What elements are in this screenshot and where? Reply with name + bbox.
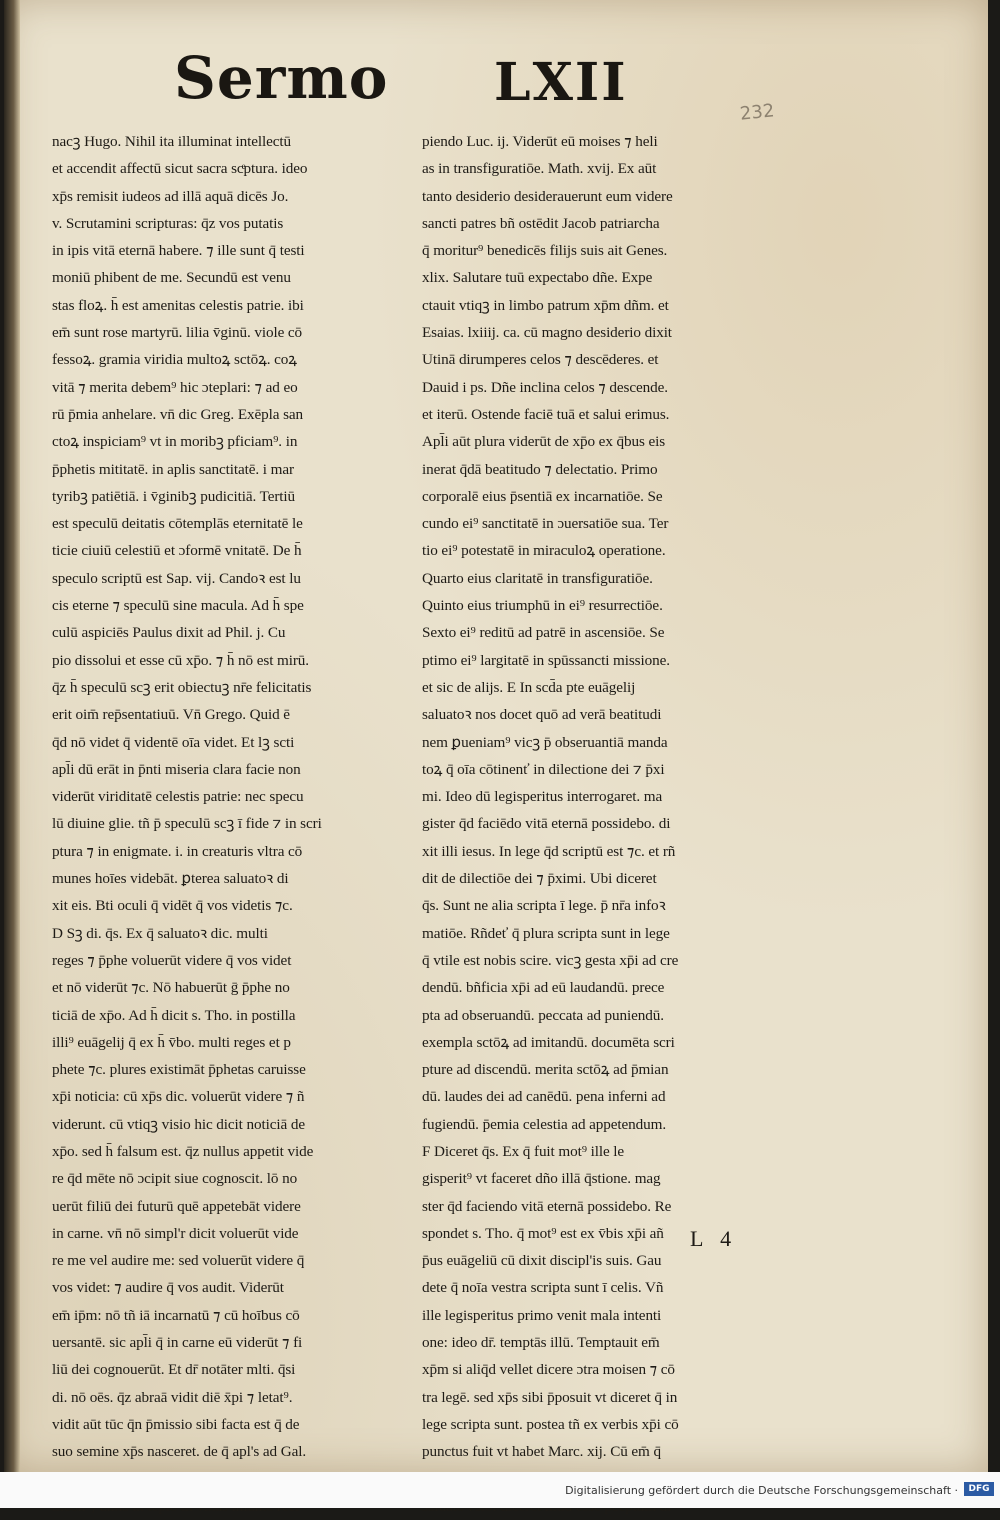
running-header [4, 44, 988, 114]
text-line: sancti patres bñ ostēdit Jacob patriarcha [422, 214, 660, 232]
text-line: dendū. bñficia xp̄i ad eū laudandū. prece [422, 979, 665, 997]
text-line: et iterū. Ostende faciē tuā et salui erimus. [422, 405, 670, 423]
text-line: dū. laudes dei ad canēdū. pena inferni ad [422, 1088, 666, 1106]
text-line: pio dissolui et esse cū xp̄o. ⁊ h̄ nō est mirū. [52, 651, 309, 669]
text-line: q̄ moritur⁹ benedicēs filijs suis ait Genes. [422, 242, 668, 260]
footer-bar [0, 1472, 1000, 1508]
text-line: suo semine xp̄s nasceret. de q̄ apl's ad Gal. [52, 1443, 307, 1461]
text-line: nacꝫ Hugo. Nihil ita illuminat intellectū [52, 133, 292, 150]
text-line: munes hoīes videbāt. ꝑterea saluatoꝛ di [52, 870, 289, 888]
text-line: erit oim̄ rep̄sentatiuū. Vn̄ Grego. Quid ē [52, 706, 290, 724]
text-line: xit eis. Bti oculi q̄ vidēt q̄ vos videtis ⁊c. [52, 897, 293, 915]
text-line: lū diuine glie. tñ p̄ speculū scꝫ ī fide ⁊ in scri [52, 815, 322, 833]
text-line: cundo ei⁹ sanctitatē in ɔuersatiōe sua. Ter [422, 515, 669, 533]
text-line: gisperit⁹ vt faceret dño illā q̄stione. mag [422, 1170, 661, 1188]
text-line: viderunt. cū vtiqꝫ visio hic dicit noticiā de [52, 1115, 305, 1133]
text-line: pture ad discendū. merita sctōꝝ ad p̄mian [422, 1061, 669, 1079]
text-column-right [422, 128, 762, 1520]
text-line: em̄ ip̄m: nō tñ iā incarnatū ⁊ cū hoībus cō [52, 1306, 300, 1324]
text-line: tyribꝫ patiētiā. i v̄ginibꝫ pudicitiā. Tertiū [52, 487, 296, 505]
text-line: F Diceret q̄s. Ex q̄ fuit mot⁹ ille le [422, 1142, 625, 1160]
text-line: et accendit affectū sicut sacra scͤptura. ideo [52, 160, 308, 178]
text-line: ptimo ei⁹ largitatē in spūssancti missione. [422, 651, 670, 669]
text-line: as in transfiguratiōe. Math. xvij. Ex aūt [422, 160, 657, 178]
text-line: ticiā de xp̄o. Ad h̄ dicit s. Tho. in postilla [52, 1006, 296, 1024]
binding-edge [4, 0, 20, 1472]
text-line: est speculū deitatis cōtemplās eternitatē le [52, 515, 303, 533]
text-line: tanto desiderio desiderauerunt eum videre [422, 187, 673, 205]
text-line: D Sꝫ di. q̄s. Ex q̄ saluatoꝛ dic. multi [52, 924, 268, 942]
text-line: piendo Luc. ij. Viderūt eū moises ⁊ heli [422, 133, 658, 150]
book-page [4, 0, 988, 1472]
text-line: et nō viderūt ⁊c. Nō habuerūt ḡ p̄phe no [52, 979, 290, 997]
text-line: rū p̄mia anhelare. vn̄ dic Greg. Exēpla san [52, 405, 304, 423]
text-line: in carne. vn̄ nō simpl'r dicit voluerūt vide [52, 1224, 299, 1242]
text-line: xit illi iesus. In lege q̄d scriptū est ⁊c. et rñ [422, 842, 676, 860]
text-line: illi⁹ euāgelij q̄ ex h̄ v̄bo. multi reges et p [52, 1033, 291, 1051]
signature-mark: L 4 [690, 1226, 738, 1251]
text-line: spondet s. Tho. q̄ mot⁹ est ex v̄bis xp̄i añ [422, 1224, 664, 1242]
text-line: q̄s. Sunt ne alia scripta ī lege. p̄ nr̄a infoꝛ [422, 897, 666, 915]
text-line: uersantē. sic apl̄i q̄ in carne eū viderūt ⁊ fi [52, 1334, 303, 1352]
text-line: ille legisperitus primo venit mala intenti [422, 1306, 662, 1324]
text-line: ctoꝝ inspiciam⁹ vt in moribꝫ pficiam⁹. in [52, 433, 298, 451]
text-line: et sic de alijs. E In scd̄a pte euāgelij [422, 678, 636, 696]
text-line: viderūt viriditatē celestis patrie: nec specu [52, 788, 304, 806]
text-line: v. Scrutamini scripturas: q̄z vos putatis [52, 214, 284, 232]
text-line: em̄ sunt rose martyrū. lilia v̄ginū. viole cō [52, 324, 303, 342]
folio-number: LXII [494, 52, 628, 113]
text-line: gister q̄d faciēdo vitā eternā possidebo. di [422, 815, 671, 833]
text-line: tra legē. sed xp̄s sibi p̄posuit vt diceret q̄ in [422, 1388, 678, 1406]
dfg-logo: DFG [964, 1482, 994, 1496]
header-title: Sermo [174, 44, 389, 112]
text-line: q̄ vtile est nobis scire. vicꝫ gesta xp̄i ad cre [422, 951, 679, 969]
text-line: tio ei⁹ potestatē in miraculoꝝ operatione. [422, 542, 666, 560]
text-line: punctus fuit vt habet Marc. xij. Cū em̄ q̄ [422, 1443, 661, 1461]
text-line: dete q̄ noīa vestra scripta sunt ī celis. Vñ [422, 1279, 664, 1297]
text-line: p̄phetis mititatē. in aplis sanctitatē. i mar [52, 460, 294, 478]
text-line: xp̄s remisit iudeos ad illā aquā dicēs Jo. [52, 187, 289, 205]
text-line: xp̄o. sed h̄ falsum est. q̄z nullus appetit vide [52, 1142, 314, 1160]
text-line: nem ꝑueniam⁹ vicꝫ p̄ obseruantiā manda [422, 733, 668, 751]
text-line: Quarto eius claritatē in transfiguratiōe. [422, 569, 653, 587]
text-line: in ipis vitā eternā habere. ⁊ ille sunt q̄ testi [52, 242, 305, 260]
text-line: exempla sctōꝝ ad imitandū. documēta scri [422, 1033, 675, 1051]
text-line: toꝝ q̄ oīa cōtinenť in dilectione dei ⁊ p̄xi [422, 760, 665, 778]
text-line: Esaias. lxiiij. ca. cū magno desiderio dixit [422, 324, 672, 342]
text-line: one: ideo dr̄. temptās illū. Temptauit em̄ [422, 1334, 660, 1352]
text-line: vidit aūt tūc q̄n p̄missio sibi facta est q̄ de [52, 1415, 300, 1433]
text-line: di. nō oēs. q̄z abraā vidit diē x̄pi ⁊ letat⁹. [52, 1388, 293, 1406]
text-line: stas floꝝ. h̄ est amenitas celestis patrie. ibi [52, 296, 304, 314]
text-line: cis eterne ⁊ speculū sine macula. Ad h̄ spe [52, 597, 304, 615]
text-line: fessoꝝ. gramia viridia multoꝝ sctōꝝ. coꝝ [52, 351, 297, 369]
text-line: culū aspiciēs Paulus dixit ad Phil. j. Cu [52, 624, 286, 642]
text-line: lege scripta sunt. postea tñ ex verbis xp̄i cō [422, 1415, 679, 1433]
text-line: reges ⁊ p̄phe voluerūt videre q̄ vos videt [52, 951, 292, 969]
text-line: inerat q̄dā beatitudo ⁊ delectatio. Primo [422, 460, 658, 478]
text-line: q̄d nō videt q̄ videntē oīa videt. Et lꝫ scti [52, 733, 295, 751]
text-line: ticie ciuiū celestiū et ɔformē vnitatē. De h̄ [52, 542, 302, 560]
text-line: saluatoꝛ nos docet quō ad verā beatitudi [422, 706, 662, 724]
text-line: vos videt: ⁊ audire q̄ vos audit. Viderūt [52, 1279, 284, 1297]
text-line: mi. Ideo dū legisperitus interrogaret. ma [422, 788, 663, 806]
text-line: dit de dilectiōe dei ⁊ p̄ximi. Ubi diceret [422, 870, 657, 888]
text-line: uerūt filiū dei futurū quē appetebāt videre [52, 1197, 301, 1215]
pencil-annotation: 232 [738, 100, 776, 125]
text-line: xp̄i noticia: cū xp̄s dic. voluerūt videre ⁊ ñ [52, 1088, 305, 1106]
text-line: corporalē eius p̄sentiā ex incarnatiōe. Se [422, 487, 663, 505]
text-line: Utinā dirumperes celos ⁊ descēderes. et [422, 351, 659, 369]
text-line: moniū phibent de me. Secundū est venu [52, 269, 291, 287]
text-line: ster q̄d faciendo vitā eternā possidebo. Re [422, 1197, 672, 1215]
text-line: liū dei cognouerūt. Et dr̄ notāter mlti. q̄si [52, 1361, 296, 1379]
text-line: xlix. Salutare tuū expectabo dñe. Expe [422, 269, 653, 287]
text-line: phete ⁊c. plures existimāt p̄phetas caruisse [52, 1061, 306, 1079]
text-line: Sexto ei⁹ reditū ad patrē in ascensiōe. Se [422, 624, 665, 642]
text-line: xp̄m si aliq̄d vellet dicere ɔtra moisen ⁊ cō [422, 1361, 675, 1379]
text-line: re q̄d mēte nō ɔcipit siue cognoscit. lō no [52, 1170, 298, 1188]
text-line: pta ad obseruandū. peccata ad puniendū. [422, 1006, 664, 1024]
text-line: q̄z h̄ speculū scꝫ erit obiectuꝫ nr̄e felicitatis [52, 678, 312, 696]
text-column-left [52, 128, 392, 1520]
text-line: re me vel audire me: sed voluerūt videre q̄ [52, 1252, 305, 1270]
text-line: ctauit vtiqꝫ in limbo patrum xp̄m dñm. et [422, 296, 669, 314]
text-line: ptura ⁊ in enigmate. i. in creaturis vltra cō [52, 842, 303, 860]
text-line: Quinto eius triumphū in ei⁹ resurrectiōe. [422, 597, 663, 615]
text-line: vitā ⁊ merita debem⁹ hic ɔteplari: ⁊ ad eo [52, 378, 298, 396]
text-line: speculo scriptū est Sap. vij. Candoꝛ est lu [52, 569, 301, 587]
text-line: apl̄i dū erāt in p̄nti miseria clara facie non [52, 760, 301, 778]
text-line: fugiendū. p̄emia celestia ad appetendum. [422, 1115, 667, 1133]
text-line: p̄us euāgeliū cū dixit discipl'is suis. Gau [422, 1252, 662, 1270]
funding-notice: Digitalisierung gefördert durch die Deutsche Forschungsgemeinschaft · [565, 1484, 958, 1497]
text-line: Dauid i ps. Dñe inclina celos ⁊ descende. [422, 378, 668, 396]
text-line: matiōe. Rñdeť q̄ plura scripta sunt in lege [422, 924, 670, 942]
text-line: Apl̄i aūt plura viderūt de xp̄o ex q̄bus eis [422, 433, 666, 451]
